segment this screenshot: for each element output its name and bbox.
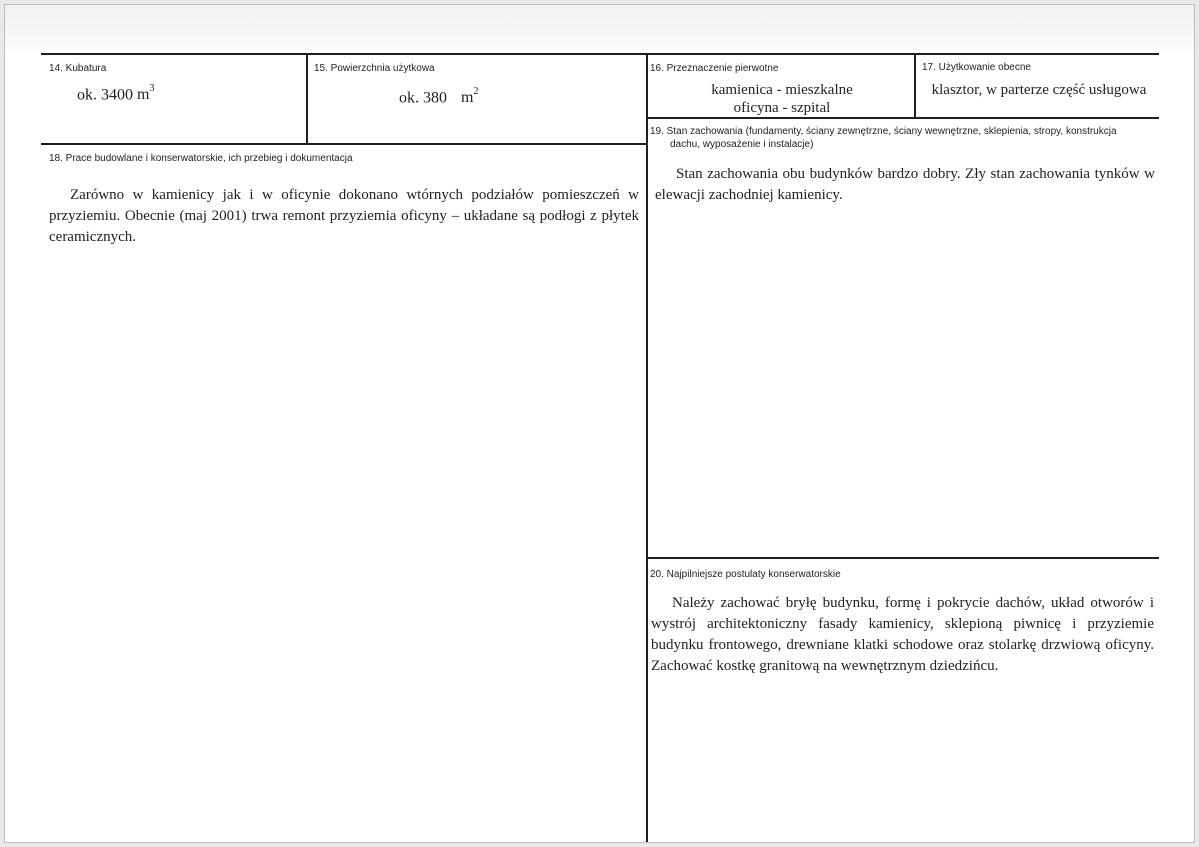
field-15-unit: $m^2$ <box>461 86 479 107</box>
field-16-line2: oficyna - szpital <box>733 100 831 116</box>
field-14-value <box>77 81 154 104</box>
divider-row1-left <box>41 143 647 145</box>
divider-top <box>41 53 1159 55</box>
field-14-unit: $m^3$ <box>137 83 155 104</box>
divider-19-20 <box>646 557 1159 559</box>
field-20-text: Należy zachować bryłę budynku, formę i pokrycie dachów, układ otworów i wystrój architektoniczny fasady kamienicy, sklepioną piwnicę i przyziemie budynku frontowego, drewniane klatki schodowe oraz stolarkę drzwiową oficyny. Zachować kostkę granitową na wewnętrznym dziedzińcu. <box>651 595 1154 674</box>
field-14-number: ok. 3400 <box>77 86 133 104</box>
field-15-label: 15. Powierzchnia użytkowa <box>314 63 435 74</box>
field-14-label: 14. Kubatura <box>49 63 107 74</box>
scan-top-band <box>5 5 1194 53</box>
field-18-text: Zarówno w kamienicy jak i w oficynie dokonano wtórnych podziałów pomieszczeń w przyziemiu. Obecnie (maj 2001) trwa remont przyziemia oficyny – układane są podłogi z płytek ceramicznych. <box>49 187 639 245</box>
divider-center <box>646 53 648 843</box>
field-19-label-line1: 19. Stan zachowania (fundamenty, ściany zewnętrzne, ściany wewnętrzne, sklepienia, stropy, konstrukcja <box>650 126 1117 137</box>
divider-16-17 <box>914 53 916 117</box>
field-18-label: 18. Prace budowlane i konserwatorskie, ich przebieg i dokumentacja <box>49 153 353 164</box>
field-16-line1: kamienica - mieszkalne <box>711 82 853 98</box>
field-15-value <box>399 84 478 107</box>
divider-14-15 <box>306 53 308 143</box>
field-17-value: klasztor, w parterze część usługowa <box>931 82 1147 98</box>
field-19-text: Stan zachowania obu budynków bardzo dobry. Zły stan zachowania tynków w elewacji zachodniej kamienicy. <box>655 166 1155 203</box>
field-20-label: 20. Najpilniejsze postulaty konserwatorskie <box>650 569 841 580</box>
field-19-label-line2: dachu, wyposażenie i instalacje) <box>670 139 814 150</box>
field-17-label: 17. Użytkowanie obecne <box>922 62 1031 73</box>
field-16-label: 16. Przeznaczenie pierwotne <box>650 63 779 74</box>
form-sheet <box>4 4 1195 843</box>
field-15-number: ok. 380 <box>399 89 447 107</box>
